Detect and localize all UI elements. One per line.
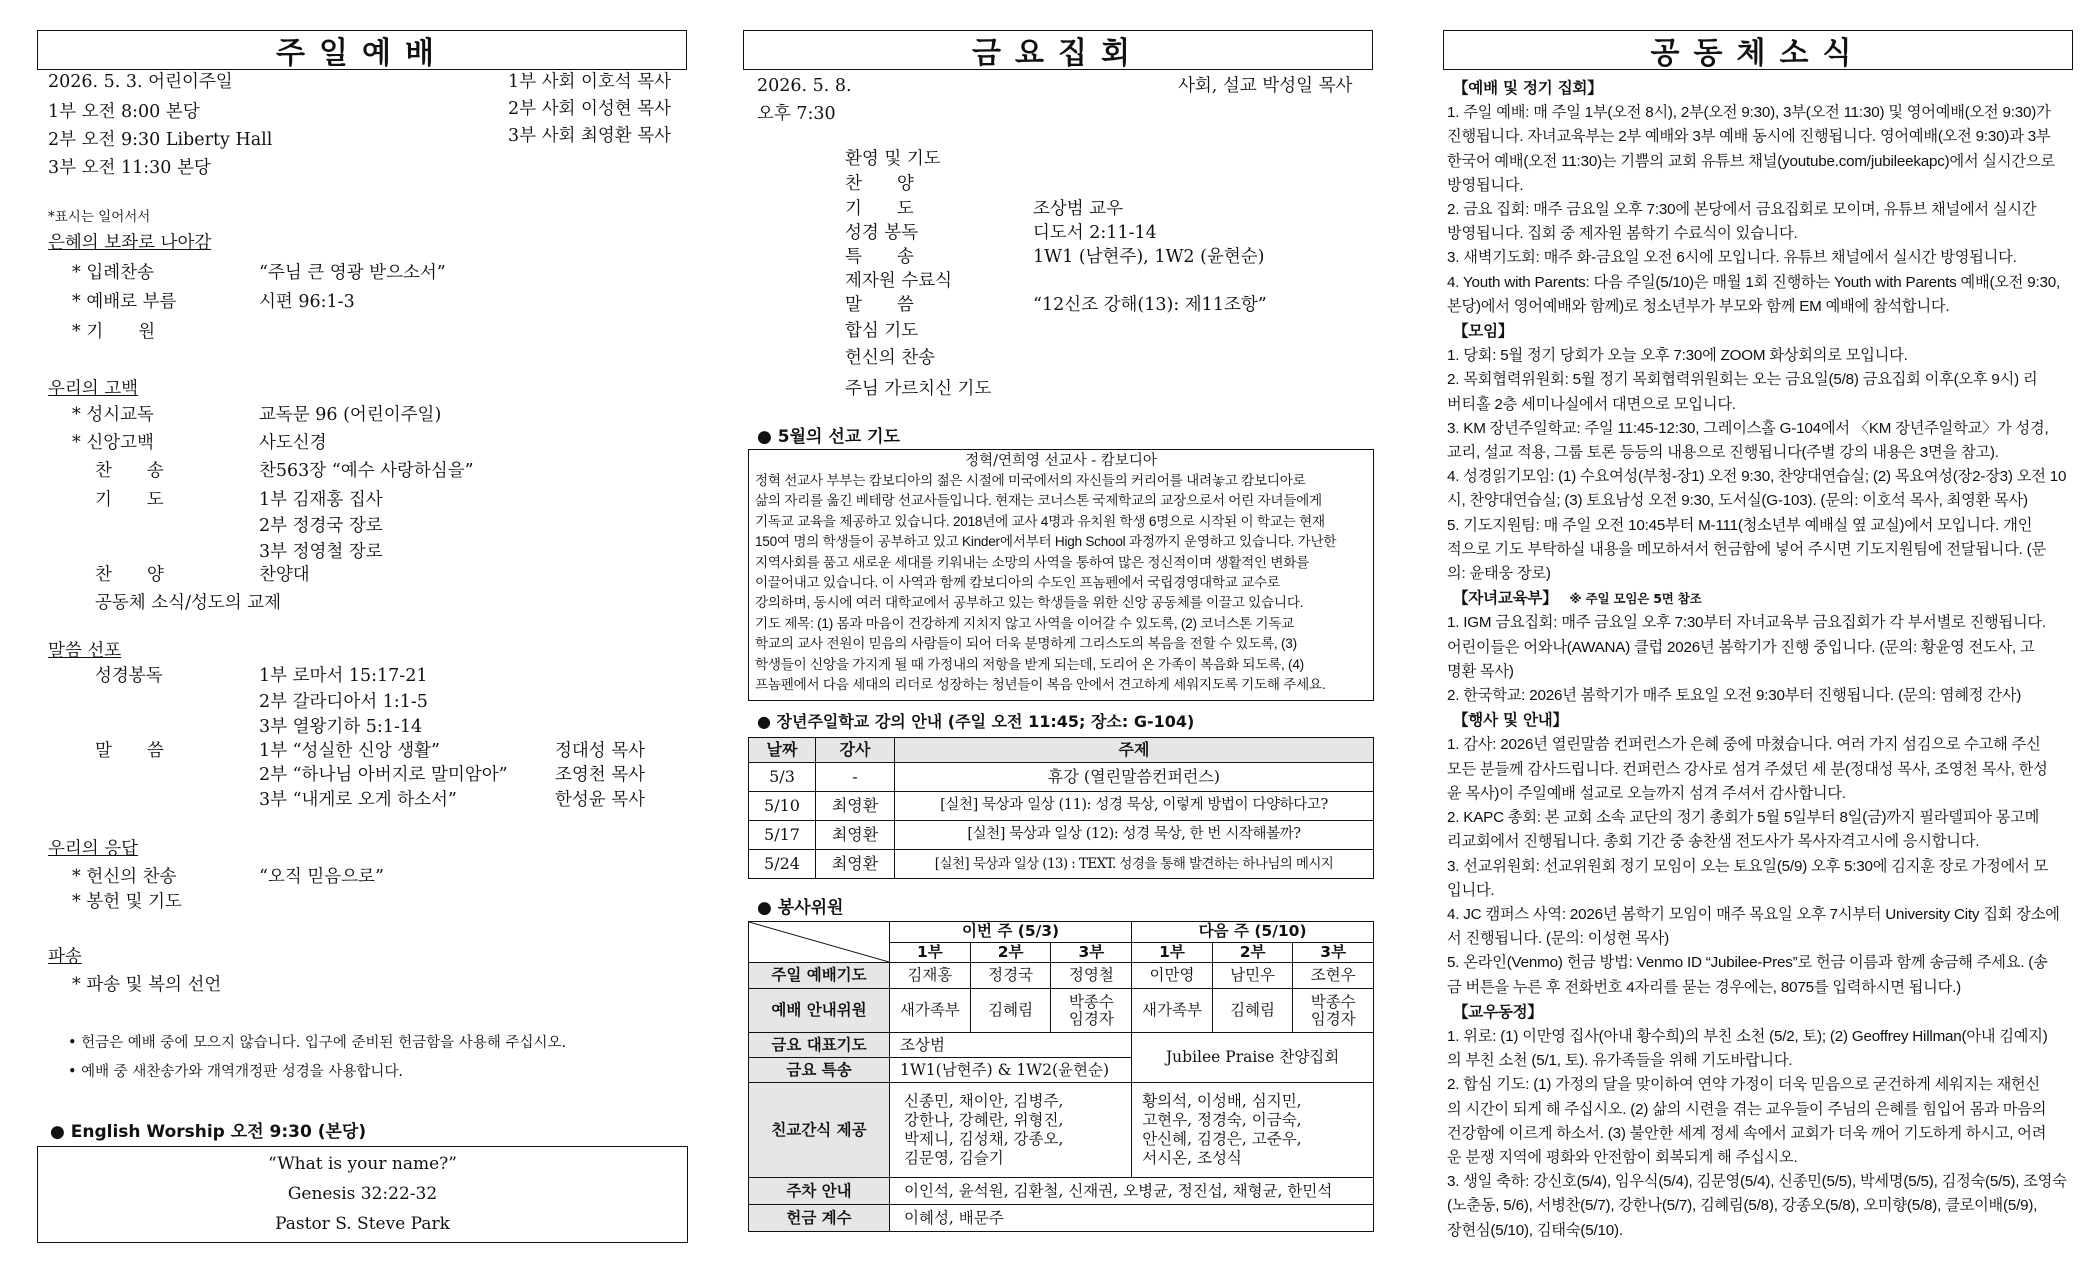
mission-line: 학교의 교사 전원이 믿음의 사람들이 되어 더욱 분명하게 그리스도의 복음을 전할 수 있도록, (3) [755,636,1297,652]
volunteer-cell: 신종민, 채이안, 김병주, 강한나, 강혜란, 위형진, 박제니, 김성채, 강종오, 김문영, 김슬기 [890,1083,1132,1178]
mission-line: 이끌어내고 있습니다. 이 사역과 함께 캄보디아의 수도인 프놈펜에서 국립경영대학교 교수로 [755,575,1280,591]
news-line: (노춘동, 5/6), 서병찬(5/7), 강한나(5/7), 김혜림(5/8), 강종오(5/8), 오미향(5/8), 클로이배(5/9), [1447,1197,2038,1215]
preacher-2: 조영천 목사 [555,765,646,785]
friday-time: 오후 7:30 [757,104,836,124]
order-item-value: 교독문 96 (어린이주일) [259,405,442,425]
volunteer-cell: 김재홍 [890,963,971,989]
mission-line: 정혁 선교사 부부는 캄보디아의 젊은 시절에 미국에서의 자신들의 커리어를 내려놓고 캄보디아로 [755,473,1306,488]
lecture-date: 5/24 [749,850,816,879]
order-item-value: 시편 96:1-3 [259,292,355,312]
english-sermon-title: “What is your name?” [268,1154,457,1174]
mission-line: 프놈펜에서 다음 세대의 리더로 성장하는 청년들이 복음 안에서 견고하게 세워지도록 기도해 주세요. [755,677,1326,693]
section-title-confession: 우리의 고백 [48,379,139,399]
mission-title: ● 5월의 선교 기도 [757,427,900,447]
volunteer-cell: 김혜림 [1212,989,1293,1033]
lecture-date: 5/17 [749,821,816,850]
sunday-host-1: 1부 사회 이호석 목사 [508,72,672,92]
news-line: 장현심(5/10), 김태숙(5/10). [1447,1221,1623,1239]
news-line: 입니다. [1447,881,1495,899]
news-line: 방영됩니다. [1447,176,1524,194]
preacher-1: 정대성 목사 [555,741,646,761]
mission-text [749,471,1373,695]
news-line: 1. 위로: (1) 이만영 집사(아내 황수희)의 부친 소천 (5/2, 토); (2) Geoffrey Hillman(아내 김예지) [1447,1027,2048,1045]
news-line: 방영됩니다. 집회 중 제자원 봄학기 수료식이 있습니다. [1447,225,1798,243]
news-line: 한국어 예배(오전 11:30)는 기쁨의 교회 유튜브 채널(youtube.com/jubileekapc)에서 실시간으로 [1447,152,2055,170]
row-label: 금요 특송 [749,1058,890,1083]
table-row [749,1083,1374,1178]
order-item-value: 2부 정경국 장로 [259,516,383,536]
order-item-label: * 파송 및 복의 선언 [72,975,222,995]
lecture-header-date: 날짜 [749,738,816,763]
friday-order-label: 특 송 [845,247,914,267]
order-item-label: * 기 원 [72,322,156,342]
friday-date: 2026. 5. 8. [757,76,852,96]
reading-1: 1부 로마서 15:17-21 [259,666,428,686]
order-item-label: * 입례찬송 [72,263,154,283]
lecture-speaker: 최영환 [816,792,895,821]
lecture-topic: [실천] 묵상과 일상 (12): 성경 묵상, 한 번 시작해볼까? [895,821,1374,850]
news-line: 교리, 설교 적용, 그룹 토론 등등의 내용으로 진행됩니다(주별 강의 내용은 3면을 참고). [1447,444,1999,462]
lecture-header-topic: 주제 [895,738,1374,763]
sermon-label: 말 씀 [95,741,164,761]
row-label: 주일 예배기도 [749,963,890,989]
offering-note: • 헌금은 예배 중에 모으지 않습니다. 입구에 준비된 헌금함을 사용해 주십시오. [68,1035,567,1051]
sunday-host-2: 2부 사회 이성현 목사 [508,99,672,119]
row-label: 친교간식 제공 [749,1083,890,1178]
friday-order-label: 환영 및 기도 [845,149,941,169]
lecture-topic: [실천] 묵상과 일상 (13) : TEXT. 성경을 통해 발견하는 하나님의 메시지 [895,850,1374,879]
order-item-label: * 신앙고백 [72,433,154,453]
news-line: 어린이들은 어와나(AWANA) 클럽 2026년 봄학기가 진행 중입니다. (문의: 황윤영 전도사, 고 [1447,638,2035,656]
sunday-time-2: 2부 오전 9:30 Liberty Hall [48,130,273,150]
english-worship-box [37,1146,688,1243]
friday-order-label: 찬 양 [845,174,914,194]
news-line: 3. 선교위원회: 선교위원회 정기 모임이 오는 토요일(5/9) 오후 5:30에 김지훈 장로 가정에서 모 [1447,857,2049,875]
news-line: 3. KM 장년주일학교: 주일 11:45-12:30, 그레이스홀 G-104에서 〈KM 장년주일학교〉가 성경, [1447,419,2049,437]
news-line: 모든 분들께 감사드립니다. 컨퍼런스 강사로 섬겨 주셨던 세 분(정대성 목사, 조영천 목사, 한성 [1447,760,2048,778]
news-line: 명환 목사) [1447,662,1514,680]
english-scripture: Genesis 32:22-32 [287,1184,438,1204]
friday-order-value: 디도서 2:11-14 [1033,223,1157,243]
news-category [1447,76,2069,101]
volunteer-cell: 이만영 [1132,963,1213,989]
news-line: 5. 온라인(Venmo) 헌금 방법: Venmo ID “Jubilee-Pres”로 헌금 이름과 함께 송금해 주세요. (송 [1447,954,2048,972]
news-line: 2. 합심 기도: (1) 가정의 달을 맞이하여 연약 가정이 더욱 믿음으로 굳건하게 세워지는 재헌신 [1447,1076,2040,1094]
stand-note: *표시는 일어서서 [48,209,151,225]
news-line: 2. 목회협력위원회: 5월 정기 목회협력위원회는 오는 금요일(5/8) 금요집회 이후(오후 9시) 리 [1447,371,2038,389]
news-line: 리교회에서 진행됩니다. 총회 기간 중 송찬샘 전도사가 목사자격고시에 응시합니다. [1447,833,1980,851]
table-row [749,792,1374,821]
news-line: 윤 목사)이 주일예배 설교로 오늘까지 섬겨 주셔서 감사합니다. [1447,784,1846,802]
news-line: 3. 생일 축하: 강신호(5/4), 임우식(5/4), 김문영(5/4), 신종민(5/5), 박세명(5/5), 김정숙(5/5), 조영숙 [1447,1173,2067,1191]
volunteer-cell: 이인석, 윤석원, 김환철, 신재권, 오병균, 정진섭, 채형균, 한민석 [890,1178,1374,1205]
lecture-date: 5/3 [749,763,816,792]
friday-column [743,30,1373,70]
news-line: 의 부친 소천 (5/1, 토). 유가족들을 위해 기도바랍니다. [1447,1052,1793,1070]
news-line: 건강함에 이르게 하소서. (3) 불안한 세계 정세 속에서 교회가 더욱 깨어 기도하게 하시고, 어려 [1447,1124,2047,1142]
service-header: 1부 [1132,942,1213,963]
lecture-speaker: - [816,763,895,792]
lecture-speaker: 최영환 [816,850,895,879]
volunteer-cell: 박종수 임경자 [1051,989,1132,1033]
news-category-label: 【교우동정】 [1453,1002,1543,1021]
volunteers-corner-cell [749,922,890,963]
news-line: 진행됩니다. 자녀교육부는 2부 예배와 3부 예배 동시에 진행됩니다. 영어예배(오전 9:30)과 3부 [1447,128,2051,146]
volunteers-table [748,921,1374,1232]
friday-order-label: 제자원 수료식 [845,271,952,291]
news-line: 의: 윤태웅 장로) [1447,565,1551,583]
news-category-label: 【모임】 [1453,322,1514,341]
news-line: 서 진행됩니다. (문의: 이성현 목사) [1447,930,1669,948]
news-line: 금 버튼을 누른 후 전화번호 4자리를 묻는 경우에는, 8075를 입력하시면 됩니다.) [1447,978,1961,996]
news-line: 4. 성경읽기모임: (1) 수요여성(부청-장1) 오전 9:30, 찬양대연습실; (2) 목요여성(장2-장3) 오전 10 [1447,468,2067,486]
sunday-header: 주일예배 [37,30,687,70]
mission-line: 기독교 교육을 제공하고 있습니다. 2018년에 교사 4명과 유치원 학생 6명으로 시작된 이 학교는 현재 [755,513,1325,529]
news-line: 2. KAPC 총회: 본 교회 소속 교단의 정기 총회가 5월 5일부터 8일(금)까지 필라델피아 몽고메 [1447,809,2040,827]
service-header: 2부 [970,942,1051,963]
section-title-sermon: 말씀 선포 [48,641,122,661]
friday-header: 금요집회 [743,30,1373,70]
sunday-time-3: 3부 오전 11:30 본당 [48,158,211,178]
volunteer-cell: 새가족부 [1132,989,1213,1033]
table-row [749,821,1374,850]
mission-box [748,449,1374,701]
order-item-label: 찬 송 [95,461,164,481]
this-week-header: 이번 주 (5/3) [890,922,1132,943]
order-item-label: * 봉헌 및 기도 [72,892,182,912]
mission-line: 삶의 자리를 옮긴 베테랑 선교사들입니다. 현재는 코너스톤 국제학교의 교장으로서 어린 자녀들에게 [755,493,1322,509]
friday-order-value: 조상범 교우 [1033,199,1124,219]
news-line: 1. 당회: 5월 정기 당회가 오늘 오후 7:30에 ZOOM 화상회의로 모입니다. [1447,347,1908,365]
news-header: 공동체소식 [1443,30,2073,70]
sermon-1: 1부 “성실한 신앙 생활” [259,741,440,761]
news-line: 4. JC 캠퍼스 사역: 2026년 봄학기 모임이 매주 목요일 오후 7시부터 University City 집회 장소에 [1447,905,2060,923]
mission-line: 150여 명의 학생들이 공부하고 있고 Kinder에서부터 High School 과정까지 운영하고 있습니다. 가난한 [755,534,1337,550]
volunteer-cell: 정영철 [1051,963,1132,989]
volunteer-cell: 1W1(남현주) & 1W2(윤현순) [890,1058,1132,1083]
mission-line: 기도 제목: (1) 몸과 마음이 건강하게 지치지 않고 사역을 이어갈 수 있도록, (2) 코너스톤 기독교 [755,615,1295,631]
service-header: 3부 [1293,942,1374,963]
volunteer-cell: 조현우 [1293,963,1374,989]
friday-order-label: 합심 기도 [845,321,919,341]
row-label: 주차 안내 [749,1178,890,1205]
row-label: 헌금 계수 [749,1205,890,1232]
order-item-label: * 예배로 부름 [72,292,177,312]
order-item-label: 기 도 [95,490,164,510]
section-title-response: 우리의 응답 [48,839,139,859]
english-worship-title: ● English Worship 오전 9:30 (본당) [50,1122,367,1142]
sunday-date: 2026. 5. 3. 어린이주일 [48,72,233,92]
news-line: 3. 새벽기도회: 매주 화-금요일 오전 6시에 모입니다. 유튜브 채널에서 실시간 방영됩니다. [1447,249,2017,267]
news-line: 적으로 기도 부탁하실 내용을 메모하셔서 헌금함에 넣어 주시면 기도지원팀에 전달됩니다. (문 [1447,540,2046,558]
volunteer-cell: 남민우 [1212,963,1293,989]
news-category [1447,586,2069,611]
order-item-value: “주님 큰 영광 받으소서” [259,263,446,283]
order-item-label: * 헌신의 찬송 [72,867,177,887]
english-pastor: Pastor S. Steve Park [275,1214,450,1234]
friday-order-label: 성경 봉독 [845,223,919,243]
news-line: 2. 금요 집회: 매주 금요일 오후 7:30에 본당에서 금요집회로 모이며, 유튜브 채널에서 실시간 [1447,201,2037,219]
lecture-topic: [실천] 묵상과 일상 (11): 성경 묵상, 이렇게 방법이 다양하다고? [895,792,1374,821]
sermon-2: 2부 “하나님 아버지로 말미암아” [259,765,508,785]
mission-line: 강의하며, 동시에 여러 대학교에서 공부하고 있는 학생들을 위한 신앙 공동체를 이끌고 있습니다. [755,595,1304,611]
section-title-sending: 파송 [48,947,82,967]
news-line: 2. 한국학교: 2026년 봄학기가 매주 토요일 오전 9:30부터 진행됩니다. (문의: 염혜정 간사) [1447,687,2022,705]
friday-order-label: 기 도 [845,199,914,219]
volunteer-cell: 조상범 [890,1033,1132,1058]
volunteer-cell: 김혜림 [970,989,1051,1033]
news-line: 의 시간이 되게 해 주십시오. (2) 삶의 시련을 겪는 교우들이 주님의 은혜를 힘입어 몸과 마음의 [1447,1100,2047,1118]
news-line: 5. 기도지원팀: 매 주일 오전 10:45부터 M-111(청소년부 예배실 옆 교실)에서 모입니다. 개인 [1447,516,2033,534]
row-label: 예배 안내위원 [749,989,890,1033]
service-header: 1부 [890,942,971,963]
friday-order-label: 말 씀 [845,295,914,315]
reading-3: 3부 열왕기하 5:1-14 [259,717,423,737]
order-item-value: 3부 정영철 장로 [259,542,383,562]
volunteer-cell: 황의석, 이성배, 심지민, 고현우, 정경숙, 이금숙, 안신혜, 김경은, 고준우, 서시온, 조성식 [1132,1083,1374,1178]
mission-subtitle: 정혁/연희영 선교사 - 캄보디아 [965,453,1157,469]
order-item-value: 사도신경 [259,433,327,453]
service-header: 3부 [1051,942,1132,963]
table-row [749,989,1374,1033]
sermon-3: 3부 “내게로 오게 하소서” [259,790,457,810]
news-category [1447,319,2069,344]
news-category-note: ※ 주일 모임은 5면 참조 [1569,591,1702,607]
order-item-label: * 성시교독 [72,405,154,425]
friday-order-label: 주님 가르치신 기도 [845,379,992,399]
table-row [749,1033,1374,1058]
friday-order-value: “12신조 강해(13): 제11조항” [1033,295,1267,315]
order-item-label: 찬 양 [95,565,164,585]
friday-order-label: 헌신의 찬송 [845,348,936,368]
table-row [749,963,1374,989]
lecture-topic: 휴강 (열린말씀컨퍼런스) [895,763,1374,792]
news-category-label: 【행사 및 안내】 [1453,711,1568,730]
order-item-label: 공동체 소식/성도의 교제 [95,593,282,613]
mission-line: 지역사회를 품고 새로운 세대를 키워내는 소망의 사역을 통하여 많은 정신적이며 생활적인 변화를 [755,554,1310,570]
news-category [1447,1000,2069,1025]
news-line: 1. IGM 금요집회: 매주 금요일 오후 7:30부터 자녀교육부 금요집회가 각 부서별로 진행됩니다. [1447,614,2046,632]
service-header: 2부 [1212,942,1293,963]
table-row [749,850,1374,879]
news-line: 4. Youth with Parents: 다음 주일(5/10)은 매월 1회 진행하는 Youth with Parents 예배(오전 9:30, [1447,273,2061,291]
volunteer-cell: 이혜성, 배문주 [890,1205,1374,1232]
lecture-speaker: 최영환 [816,821,895,850]
news-line: 버티홀 2층 세미나실에서 대면으로 모입니다. [1447,395,1736,413]
lecture-title: ● 장년주일학교 강의 안내 (주일 오전 11:45; 장소: G-104) [757,712,1195,731]
order-item-value: “오직 믿음으로” [259,867,384,887]
volunteers-title: ● 봉사위원 [757,898,844,918]
news-line: 1. 주일 예배: 매 주일 1부(오전 8시), 2부(오전 9:30), 3부(오전 11:30) 및 영어예배(오전 9:30)가 [1447,104,2051,122]
news-line: 1. 감사: 2026년 열린말씀 컨퍼런스가 은혜 중에 마쳤습니다. 여러 가지 섬김으로 수고해 주신 [1447,736,2041,754]
friday-order-value: 1W1 (남현주), 1W2 (윤현순) [1033,247,1265,267]
news-line: 본당)에서 영어예배와 함께)로 청소년부가 부모와 함께 EM 예배에 참석합니다. [1447,297,1950,315]
jubilee-praise-cell: Jubilee Praise 찬양집회 [1132,1033,1374,1083]
next-week-header: 다음 주 (5/10) [1132,922,1374,943]
lecture-date: 5/10 [749,792,816,821]
order-item-value: 찬양대 [259,565,310,585]
volunteer-cell: 새가족부 [890,989,971,1033]
preacher-3: 한성윤 목사 [555,790,646,810]
news-category-label: 【자녀교육부】 [1453,589,1558,608]
reading-label: 성경봉독 [95,666,163,686]
news-line: 운 분쟁 지역에 평화와 안전함이 회복되게 해 주십시오. [1447,1148,1798,1166]
friday-host: 사회, 설교 박성일 목사 [1178,76,1353,96]
table-row [749,763,1374,792]
section-title-grace: 은혜의 보좌로 나아감 [48,233,212,253]
table-row [749,1178,1374,1205]
order-item-value: 찬563장 “예수 사랑하심을” [259,461,474,481]
news-category [1447,708,2069,733]
sunday-host-3: 3부 사회 최영환 목사 [508,126,672,146]
sunday-column [37,30,687,70]
volunteer-cell: 정경국 [970,963,1051,989]
mission-line: 학생들이 신앙을 가지게 될 때 가정내의 저항을 받게 되는데, 도리어 온 가족이 복음화 되도록, (4) [755,656,1304,672]
sunday-time-1: 1부 오전 8:00 본당 [48,102,200,122]
bible-note: • 예배 중 새찬송가와 개역개정판 성경을 사용합니다. [68,1064,403,1080]
lecture-header-speaker: 강사 [816,738,895,763]
reading-2: 2부 갈라디아서 1:1-5 [259,692,428,712]
news-column [1443,30,2073,70]
volunteer-cell: 박종수 임경자 [1293,989,1374,1033]
news-body [1447,76,2069,1243]
table-row [749,1205,1374,1232]
lecture-table [748,737,1374,879]
diagonal-line-icon [749,922,889,962]
news-category-label: 【예배 및 정기 집회】 [1453,79,1603,97]
news-line: 시, 찬양대연습실; (3) 토요남성 오전 9:30, 도서실(G-103). (문의: 이호석 목사, 최영환 목사) [1447,492,2028,510]
order-item-value: 1부 김재홍 집사 [259,490,383,510]
row-label: 금요 대표기도 [749,1033,890,1058]
